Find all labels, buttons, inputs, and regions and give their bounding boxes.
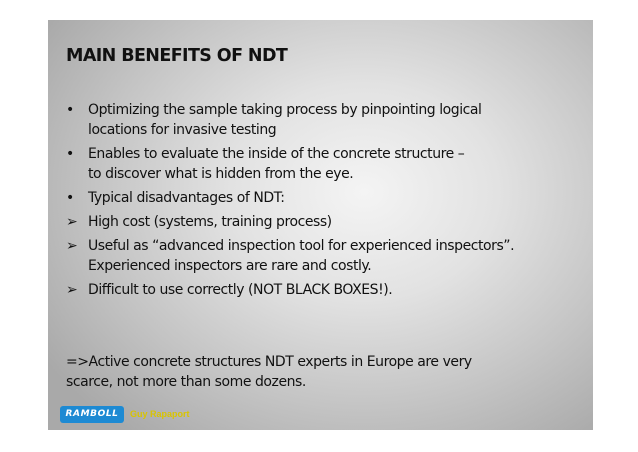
- bullet-text: [88, 280, 586, 300]
- bullet-item: [66, 100, 586, 140]
- bullet-item: [66, 236, 586, 276]
- bullet-line: High cost (systems, training process): [88, 214, 332, 230]
- bullet-marker: •: [66, 146, 74, 162]
- bullet-list: [66, 100, 586, 304]
- author-name: Guy Rapaport: [130, 409, 190, 419]
- bullet-line: to discover what is hidden from the eye.: [88, 166, 354, 182]
- conclusion-text: [66, 352, 586, 392]
- bullet-item: [66, 280, 586, 300]
- conclusion-line: =>Active concrete structures NDT experts in Europe are very: [66, 354, 472, 370]
- bullet-item: [66, 144, 586, 184]
- bullet-line: Optimizing the sample taking process by pinpointing logical: [88, 102, 482, 118]
- slide-title: MAIN BENEFITS OF NDT: [66, 46, 288, 66]
- bullet-text: [88, 212, 586, 232]
- arrow-bullet-icon: ➢: [66, 282, 78, 298]
- bullet-line: Useful as “advanced inspection tool for experienced inspectors”.: [88, 238, 515, 254]
- bullet-line: Experienced inspectors are rare and costly.: [88, 258, 372, 274]
- bullet-item: [66, 188, 586, 208]
- bullet-text: [88, 236, 586, 276]
- ramboll-logo: RAMBOLL: [60, 406, 124, 423]
- bullet-text: [88, 100, 586, 140]
- arrow-bullet-icon: ➢: [66, 238, 78, 254]
- bullet-item: [66, 212, 586, 232]
- bullet-line: Enables to evaluate the inside of the concrete structure –: [88, 146, 465, 162]
- slide: [48, 20, 593, 430]
- bullet-line: locations for invasive testing: [88, 122, 277, 138]
- bullet-text: [88, 188, 586, 208]
- bullet-line: Typical disadvantages of NDT:: [88, 190, 285, 206]
- bullet-line: Difficult to use correctly (NOT BLACK BOXES!).: [88, 282, 393, 298]
- conclusion-line: scarce, not more than some dozens.: [66, 374, 306, 390]
- arrow-bullet-icon: ➢: [66, 214, 78, 230]
- bullet-marker: •: [66, 190, 74, 206]
- bullet-marker: •: [66, 102, 74, 118]
- bullet-text: [88, 144, 586, 184]
